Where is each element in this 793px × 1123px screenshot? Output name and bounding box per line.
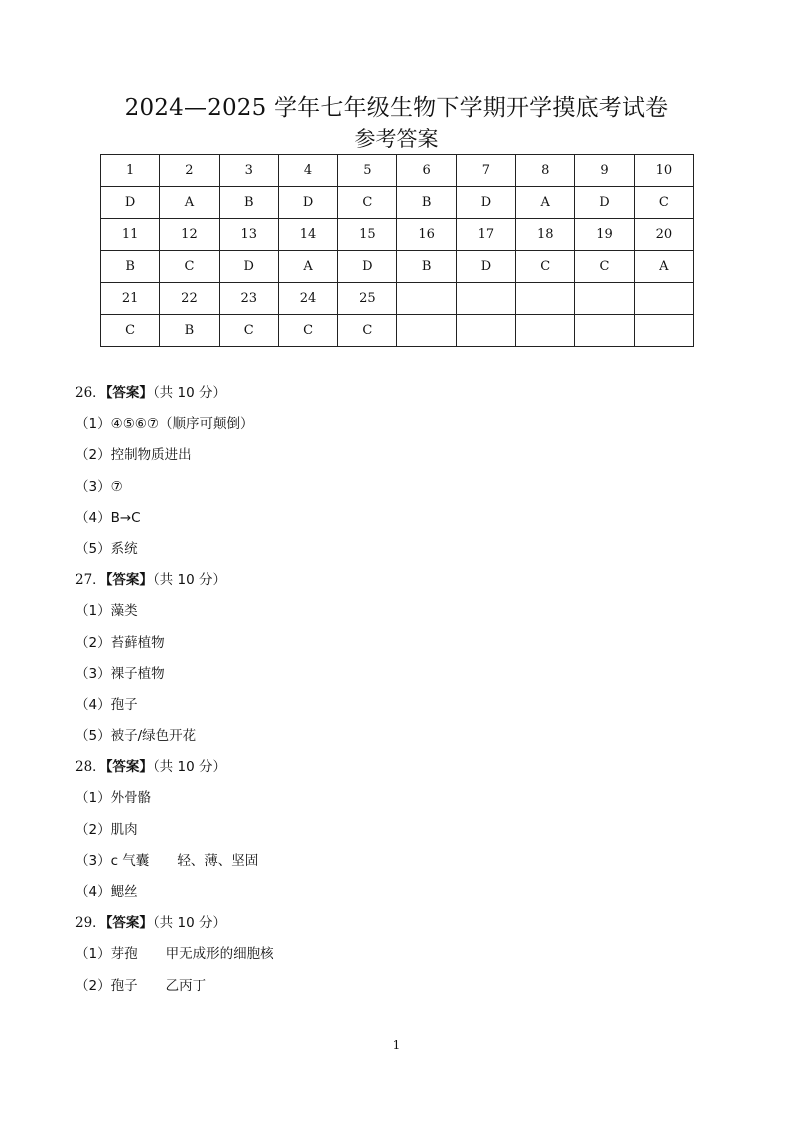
answer-item xyxy=(75,596,755,627)
answer-table-cell: 21 xyxy=(101,283,160,315)
question-number: 28． xyxy=(75,759,106,776)
answer-item-extra: 乙丙丁 xyxy=(165,977,207,994)
answer-label: 【答案】 xyxy=(105,385,153,401)
answer-table-cell xyxy=(456,283,515,315)
answer-item-text: （4）孢子 xyxy=(75,696,138,713)
answer-table-cell xyxy=(516,283,575,315)
answer-table-cell: 25 xyxy=(338,283,397,315)
answer-item-text: （3）c 气囊 xyxy=(75,852,150,869)
answer-table-cell: D xyxy=(338,251,397,283)
answer-table-row xyxy=(101,315,694,347)
answer-table-cell: 13 xyxy=(219,219,278,251)
document-title: 2024—2025 学年七年级生物下学期开学摸底考试卷 xyxy=(124,95,669,121)
score-note: （共 10 分） xyxy=(152,572,226,589)
answer-table-cell: 10 xyxy=(634,155,693,187)
answer-table-cell xyxy=(397,315,456,347)
answer-table-row xyxy=(101,251,694,283)
answer-table-cell: C xyxy=(516,251,575,283)
answer-table-cell: D xyxy=(456,187,515,219)
answer-item xyxy=(75,690,755,721)
answer-item-text: （1）藻类 xyxy=(75,603,138,620)
question-number: 29． xyxy=(75,915,106,932)
question-number: 27． xyxy=(75,572,106,589)
answer-table-cell: 4 xyxy=(278,155,337,187)
section-header xyxy=(75,565,755,596)
answer-table-cell: B xyxy=(101,251,160,283)
answer-item-text: （5）被子/绿色开花 xyxy=(75,728,197,745)
answer-item xyxy=(75,783,755,814)
answer-item xyxy=(75,409,755,440)
section-header xyxy=(75,378,755,409)
answer-table-cell: C xyxy=(634,187,693,219)
answer-table-cell: 24 xyxy=(278,283,337,315)
answer-table-cell: 17 xyxy=(456,219,515,251)
answer-table-cell: 11 xyxy=(101,219,160,251)
answer-item-text: （2）苔藓植物 xyxy=(75,634,165,651)
section-header xyxy=(75,752,755,783)
answer-item-text: （3）⑦ xyxy=(75,478,123,495)
answer-table-cell xyxy=(575,283,634,315)
answer-item xyxy=(75,628,755,659)
answer-item-text: （2）肌肉 xyxy=(75,821,138,838)
answer-label: 【答案】 xyxy=(105,915,153,932)
page-number: 1 xyxy=(392,1038,401,1052)
answer-item-text: （1）④⑤⑥⑦（顺序可颠倒） xyxy=(75,416,254,433)
answer-table-cell: 16 xyxy=(397,219,456,251)
answer-table-cell: 8 xyxy=(516,155,575,187)
answer-table-cell: C xyxy=(338,187,397,219)
score-note: （共 10 分） xyxy=(152,915,226,932)
answer-table-cell: D xyxy=(575,187,634,219)
answer-item-text: （2）控制物质进出 xyxy=(75,447,192,464)
answer-table-cell xyxy=(634,315,693,347)
answer-table-cell: C xyxy=(338,315,397,347)
answer-label: 【答案】 xyxy=(105,759,153,776)
answer-table-cell: A xyxy=(634,251,693,283)
answer-item xyxy=(75,721,755,752)
answer-table-cell: B xyxy=(219,187,278,219)
answer-table-cell: C xyxy=(278,315,337,347)
answer-item xyxy=(75,503,755,534)
answer-table-cell: 19 xyxy=(575,219,634,251)
answer-item-text: （4）B→C xyxy=(75,509,141,526)
answer-table-cell: 2 xyxy=(160,155,219,187)
answer-table-cell xyxy=(516,315,575,347)
answer-item-text: （1）外骨骼 xyxy=(75,790,152,807)
answer-table-cell: 12 xyxy=(160,219,219,251)
answer-table-cell xyxy=(634,283,693,315)
answer-item xyxy=(75,659,755,690)
answer-table-row xyxy=(101,155,694,187)
section-header xyxy=(75,908,755,939)
answer-table-cell: D xyxy=(101,187,160,219)
answer-table-cell: 15 xyxy=(338,219,397,251)
answer-item-extra: 甲无成形的细胞核 xyxy=(165,946,274,963)
answer-table-cell: 6 xyxy=(397,155,456,187)
answer-table-cell: C xyxy=(160,251,219,283)
answer-table-cell: 1 xyxy=(101,155,160,187)
answer-table xyxy=(100,154,694,347)
answer-table-cell: B xyxy=(397,251,456,283)
answer-item xyxy=(75,971,755,1002)
answer-table-cell: C xyxy=(101,315,160,347)
answer-table-cell: A xyxy=(278,251,337,283)
answer-table-cell: B xyxy=(160,315,219,347)
answer-table-cell: B xyxy=(397,187,456,219)
answer-table-cell: 3 xyxy=(219,155,278,187)
answer-table-cell: A xyxy=(160,187,219,219)
answer-table-row xyxy=(101,187,694,219)
answer-item xyxy=(75,877,755,908)
answer-table-cell: D xyxy=(219,251,278,283)
answer-table-row xyxy=(101,283,694,315)
answer-table-cell: 18 xyxy=(516,219,575,251)
score-note: （共 10 分） xyxy=(152,385,226,401)
answer-table-cell xyxy=(575,315,634,347)
answer-item xyxy=(75,815,755,846)
answer-item xyxy=(75,534,755,565)
answer-table-cell: 22 xyxy=(160,283,219,315)
answer-item-text: （4）鳃丝 xyxy=(75,884,138,900)
answer-item-extra: 轻、薄、坚固 xyxy=(177,852,259,869)
answer-item-text: （2）孢子 xyxy=(75,977,138,994)
answer-table-row xyxy=(101,219,694,251)
answer-table-cell: 9 xyxy=(575,155,634,187)
answer-item-text: （1）芽孢 xyxy=(75,946,138,963)
answer-item xyxy=(75,472,755,503)
answer-table-cell: A xyxy=(516,187,575,219)
answer-table-cell: 7 xyxy=(456,155,515,187)
answer-table-cell: 14 xyxy=(278,219,337,251)
answer-table-cell: 20 xyxy=(634,219,693,251)
answer-table-cell: 5 xyxy=(338,155,397,187)
answer-item-text: （3）裸子植物 xyxy=(75,665,165,682)
answer-label: 【答案】 xyxy=(105,572,153,589)
score-note: （共 10 分） xyxy=(152,759,226,776)
answer-sections xyxy=(75,378,755,1002)
answer-item xyxy=(75,440,755,471)
answer-item xyxy=(75,939,755,970)
answer-item-text: （5）系统 xyxy=(75,540,138,557)
answer-table-cell: 23 xyxy=(219,283,278,315)
question-number: 26． xyxy=(75,385,106,401)
document-subtitle: 参考答案 xyxy=(354,127,439,151)
answer-table-cell xyxy=(456,315,515,347)
answer-table-cell: C xyxy=(219,315,278,347)
answer-table-cell: C xyxy=(575,251,634,283)
answer-table-cell xyxy=(397,283,456,315)
answer-table-cell: D xyxy=(278,187,337,219)
answer-table-cell: D xyxy=(456,251,515,283)
answer-item xyxy=(75,846,755,877)
